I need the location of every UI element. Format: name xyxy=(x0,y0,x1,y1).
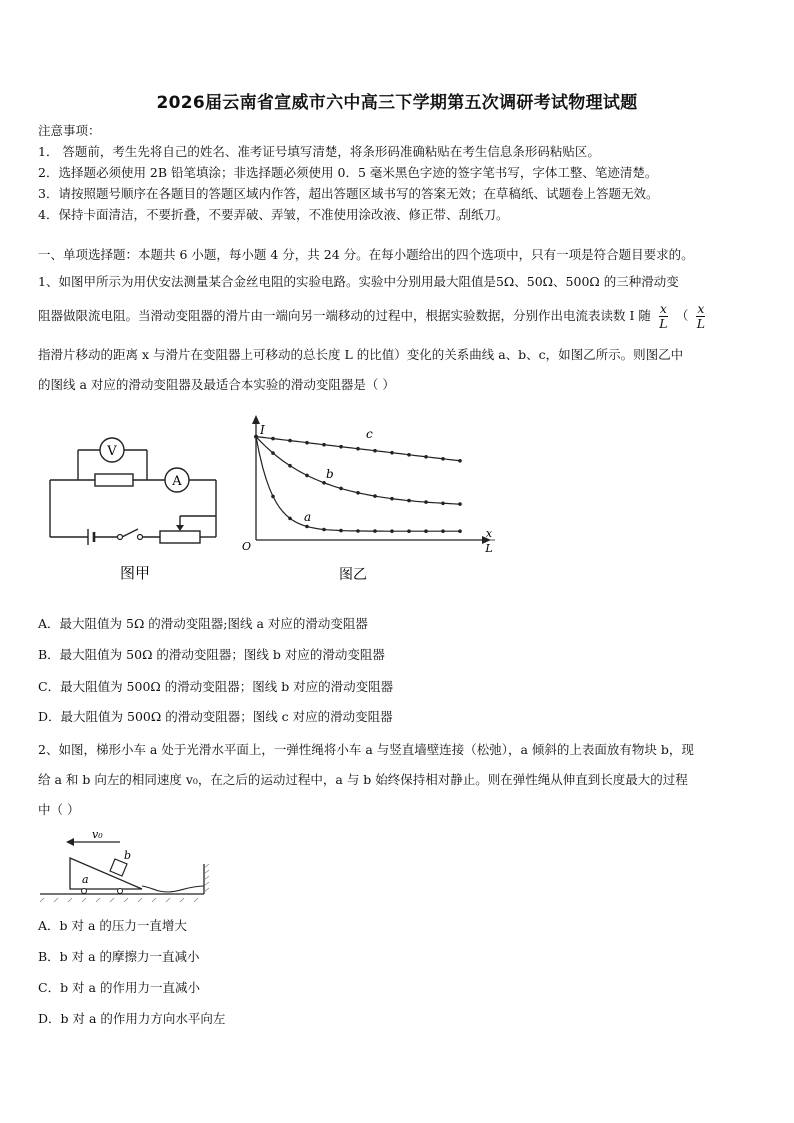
curve-c-point xyxy=(424,455,428,459)
q1-paren-open: （ xyxy=(675,308,689,323)
y-axis-arrow-icon xyxy=(252,415,260,424)
notice-heading: 注意事项： xyxy=(38,123,101,138)
notice-item-4: 4．保持卡面清洁，不要折叠，不要弄破、弄皱，不准使用涂改液、修正带、刮纸刀。 xyxy=(38,207,509,222)
curve-b-point xyxy=(441,502,445,506)
slider-arrow-icon xyxy=(176,525,184,531)
q2-stem-line-2: 给 a 和 b 向左的相同速度 v₀，在之后的运动过程中，a 与 b 始终保持相对静止。则在弹性绳从伸直到长度最大的过程 xyxy=(38,772,688,787)
q2-option-d: D．b 对 a 的作用力方向水平向左 xyxy=(38,1011,226,1026)
fig-jia-caption: 图甲 xyxy=(119,564,151,582)
curve-a-point xyxy=(441,529,445,533)
q2-stem-line-3: 中（ ） xyxy=(38,802,80,817)
q2-stem-line-1: 2、如图，梯形小车 a 处于光滑水平面上，一弹性绳将小车 a 与竖直墙壁连接（松弛），a 倾斜的上表面放有物块 b，现 xyxy=(38,742,694,757)
cart-a xyxy=(70,858,142,889)
velocity-label: v₀ xyxy=(92,828,103,841)
curve-c-point xyxy=(339,445,343,449)
curve-c-point xyxy=(373,449,377,453)
q2-option-a: A．b 对 a 的压力一直增大 xyxy=(38,918,187,933)
q2-option-b: B．b 对 a 的摩擦力一直减小 xyxy=(38,949,200,964)
paper-title: 2026届云南省宣威市六中高三下学期第五次调研考试物理试题 xyxy=(156,93,638,113)
curve-a-point xyxy=(424,529,428,533)
curve-label-a: a xyxy=(304,510,312,524)
curve-a-point xyxy=(339,529,343,533)
q1-option-a: A．最大阻值为 5Ω 的滑动变阻器;图线 a 对应的滑动变阻器 xyxy=(38,616,368,631)
ammeter-icon xyxy=(165,468,189,492)
fraction-x-over-l-2: $\frac{x}{L}$ xyxy=(696,301,706,331)
curve-a-point xyxy=(271,495,275,499)
curve-b-point xyxy=(458,502,462,506)
circuit-diagram xyxy=(40,430,230,590)
voltmeter-icon xyxy=(100,438,124,462)
curve-b-point xyxy=(407,499,411,503)
curve-c-point xyxy=(458,459,462,463)
fig-yi-caption: 图乙 xyxy=(339,567,367,583)
curve-b-point xyxy=(288,464,292,468)
curve-b-point xyxy=(390,497,394,501)
q1-option-d: D．最大阻值为 500Ω 的滑动变阻器；图线 c 对应的滑动变阻器 xyxy=(38,709,393,724)
fraction-x-over-l: $\frac{x}{L}$ xyxy=(659,301,668,331)
curve-b-point xyxy=(424,500,428,504)
curve-c-point xyxy=(390,451,394,455)
curve-c-point xyxy=(305,441,309,445)
q1-option-c: C．最大阻值为 500Ω 的滑动变阻器；图线 b 对应的滑动变阻器 xyxy=(38,679,394,694)
q1-stem-line-4: 的图线 a 对应的滑动变阻器及最适合本实验的滑动变阻器是（ ） xyxy=(38,377,395,392)
velocity-arrow-icon xyxy=(66,838,74,846)
curve-b-point xyxy=(373,494,377,498)
q1-stem-line-2-text: 阻器做限流电阻。当滑动变阻器的滑片由一端向另一端移动的过程中，根据实验数据，分别作出电流表读数 I 随 xyxy=(38,308,651,323)
notice-item-1: 1． 答题前，考生先将自己的姓名、准考证号填写清楚，将条形码准确粘贴在考生信息条形码粘贴区。 xyxy=(38,144,600,159)
curve-c-point xyxy=(322,443,326,447)
curve-c-point xyxy=(288,439,292,443)
cart-block-diagram xyxy=(38,826,210,904)
svg-text:A: A xyxy=(172,474,182,489)
curve-a-point xyxy=(288,517,292,521)
q2-option-c: C．b 对 a 的作用力一直减小 xyxy=(38,980,200,995)
curve-a-point xyxy=(458,529,462,533)
q1-stem-line-3: 指滑片移动的距离 x 与滑片在变阻器上可移动的总长度 L 的比值）变化的关系曲线 a、b、c，如图乙所示。则图乙中 xyxy=(38,347,684,362)
elastic-cord xyxy=(142,886,204,892)
curve-a-point xyxy=(305,525,309,529)
y-axis-label: I xyxy=(260,423,265,437)
q1-stem-line-2 xyxy=(38,302,709,331)
curve-a-point xyxy=(322,528,326,532)
curve-a-point xyxy=(390,529,394,533)
cart-a-label: a xyxy=(82,873,89,886)
curve-label-c: c xyxy=(366,427,373,441)
svg-text:V: V xyxy=(107,444,117,459)
q1-option-b: B．最大阻值为 50Ω 的滑动变阻器；图线 b 对应的滑动变阻器 xyxy=(38,647,385,662)
curve-c-point xyxy=(356,447,360,451)
curves-layer xyxy=(254,435,462,533)
section-heading: 一、单项选择题：本题共 6 小题，每小题 4 分，共 24 分。在每小题给出的四个选项中，只有一项是符合题目要求的。 xyxy=(38,247,694,262)
curve-c-point xyxy=(441,457,445,461)
curve-a-point xyxy=(407,529,411,533)
curve-c-point xyxy=(271,437,275,441)
current-curves-graph xyxy=(238,412,508,592)
block-b-label: b xyxy=(124,849,132,862)
curve-a-point xyxy=(356,529,360,533)
origin-label: O xyxy=(242,540,252,553)
curve-b-point xyxy=(271,451,275,455)
q1-stem-line-1: 1、如图甲所示为用伏安法测量某合金丝电阻的实验电路。实验中分别用最大阻值是5Ω、50Ω、500Ω 的三种滑动变 xyxy=(38,274,679,289)
x-axis-label-den: L xyxy=(485,542,493,555)
curve-a-point xyxy=(373,529,377,533)
notice-item-3: 3．请按照题号顺序在各题目的答题区域内作答，超出答题区域书写的答案无效；在草稿纸、试题卷上答题无效。 xyxy=(38,186,659,201)
curve-a xyxy=(256,437,460,532)
curve-b-point xyxy=(339,487,343,491)
curve-label-b: b xyxy=(326,467,334,481)
notice-item-2: 2．选择题必须使用 2B 铅笔填涂；非选择题必须使用 0．5 毫米黑色字迹的签字笔书写，字体工整、笔迹清楚。 xyxy=(38,165,658,180)
curve-b-point xyxy=(305,474,309,478)
curve-b-point xyxy=(322,481,326,485)
curve-c-point xyxy=(407,453,411,457)
curve-a-point xyxy=(254,435,258,439)
curve-b-point xyxy=(356,491,360,495)
x-axis-label-num: x xyxy=(485,527,493,540)
